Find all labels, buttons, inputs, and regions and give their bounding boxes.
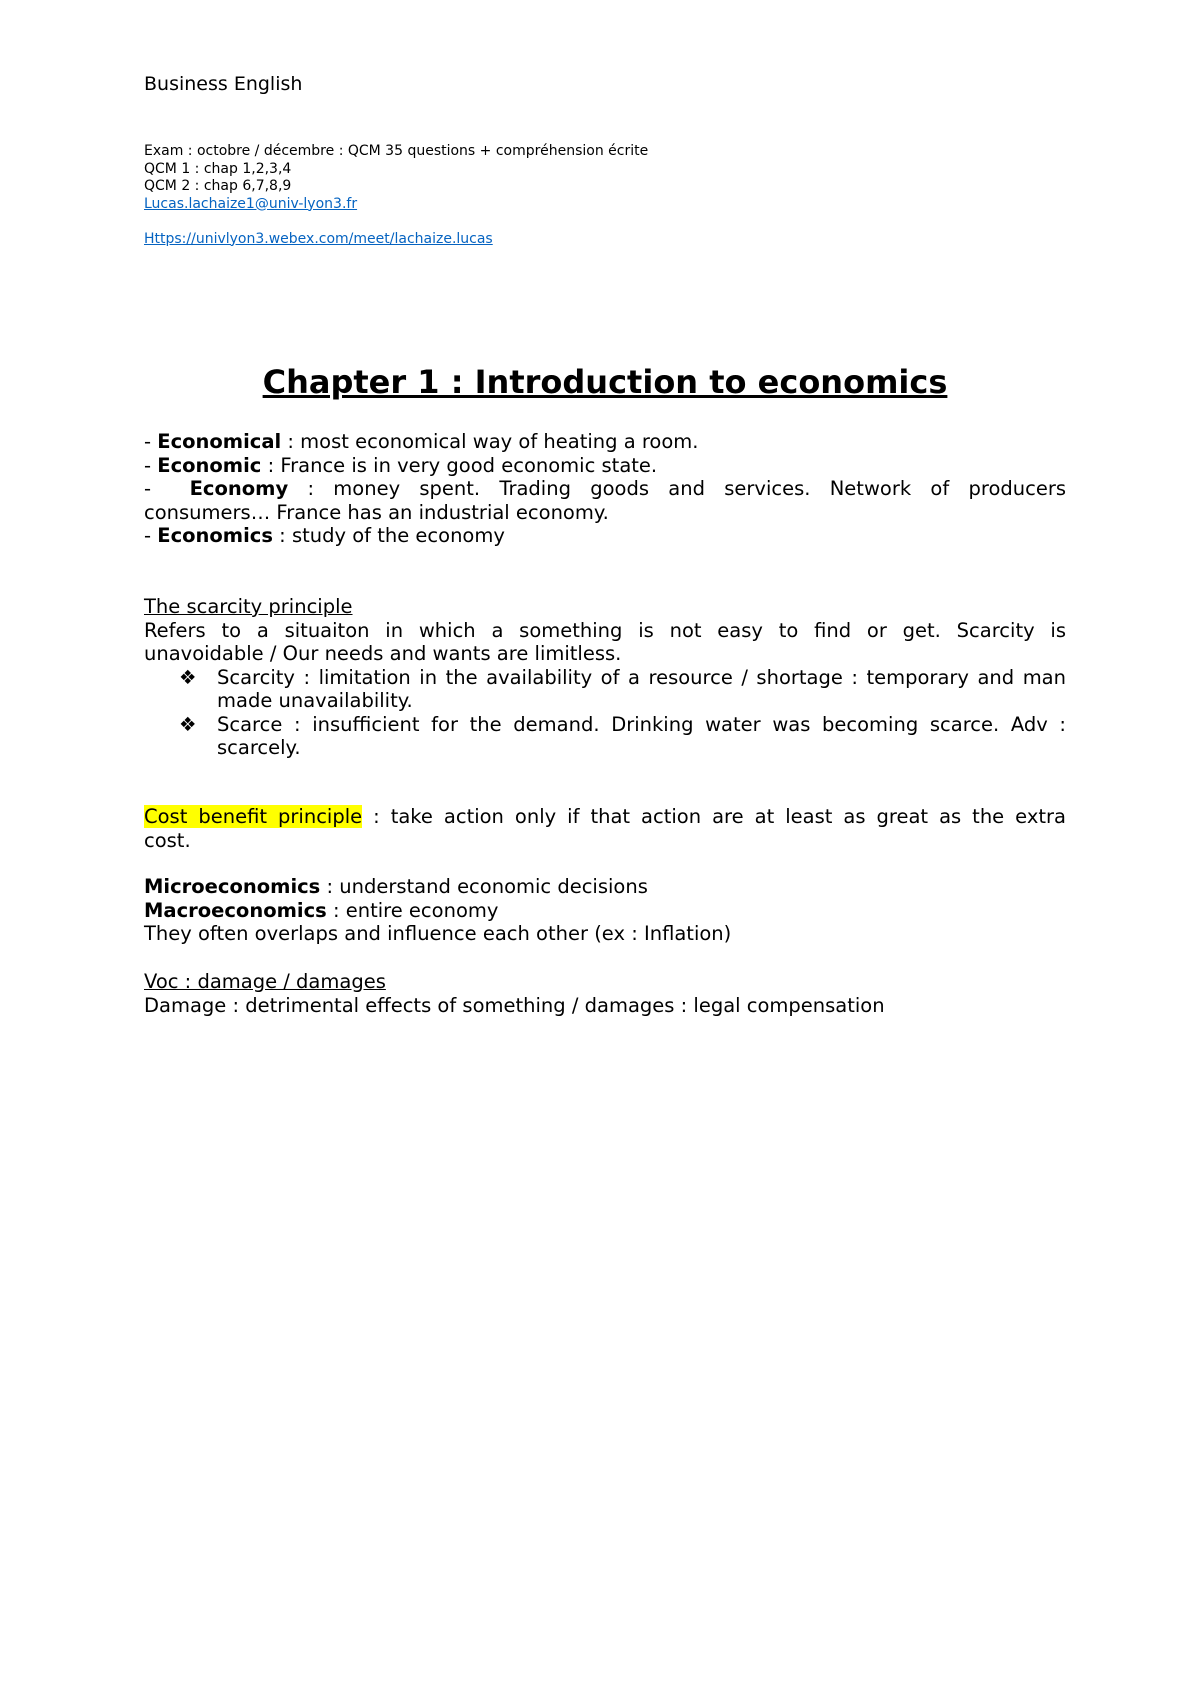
micro-macro-note: They often overlaps and influence each other (ex : Inflation): [144, 922, 732, 945]
definition-item: - Economic : France is in very good economic state.: [144, 453, 658, 477]
email-link[interactable]: Lucas.lachaize1@univ-lyon3.fr: [144, 195, 358, 212]
qcm2-line: QCM 2 : chap 6,7,8,9: [144, 178, 292, 194]
voc-text: Damage : detrimental effects of something / damages : legal compensation: [144, 993, 885, 1017]
definition-item: - Economy : money spent. Trading goods and services. Network of producers: [144, 477, 1067, 500]
list-item: ❖ Scarce : insufficient for the demand. Drinking water was becoming scarce. Adv : scarcely.: [179, 712, 1066, 759]
scarcity-line-1: Refers to a situaiton in which a something is not easy to find or get. Scarcity is: [144, 618, 1066, 642]
definition-item: - Economical : most economical way of heating a room.: [144, 430, 699, 453]
definitions-list: [144, 430, 1066, 548]
definition-continuation: consumers… France has an industrial economy.: [144, 500, 609, 524]
webex-link[interactable]: Https://univlyon3.webex.com/meet/lachaize.lucas: [144, 230, 493, 247]
diamond-bullet-icon: ❖: [179, 712, 197, 736]
cost-benefit-section: Cost benefit principle : take action only if that action are at least as great as the extra cost.: [144, 805, 1066, 852]
document-header-title: Business English: [144, 73, 303, 95]
voc-section: [144, 970, 1066, 1017]
voc-heading: Voc : damage / damages: [144, 970, 386, 993]
exam-line: Exam : octobre / décembre : QCM 35 questions + compréhension écrite: [144, 143, 649, 159]
list-item: ❖ Scarcity : limitation in the availability of a resource / shortage : temporary and man made unavailability.: [179, 665, 1066, 712]
definition-item: - Economics : study of the economy: [144, 524, 505, 547]
scarcity-heading: The scarcity principle: [144, 595, 353, 618]
micro-macro-section: Microeconomics : understand economic decisions Macroeconomics : entire economy They often overlaps and influence each other (ex : Inflation): [144, 875, 1066, 946]
exam-info-block: [144, 143, 648, 248]
macro-term: Macroeconomics: [144, 898, 327, 922]
definition-term: Economics: [157, 524, 273, 547]
micro-term: Microeconomics: [144, 875, 321, 898]
cost-benefit-term: Cost benefit principle: [144, 805, 363, 828]
scarcity-section: [144, 595, 1066, 760]
definition-term: Economy: [189, 477, 289, 500]
qcm1-line: QCM 1 : chap 1,2,3,4: [144, 160, 292, 177]
scarcity-bullets: [144, 666, 1066, 760]
diamond-bullet-icon: ❖: [179, 665, 197, 689]
definition-term: Economic: [157, 453, 262, 477]
scarcity-line-2: unavoidable / Our needs and wants are limitless.: [144, 642, 622, 665]
cost-benefit-line-2: cost.: [144, 828, 191, 852]
definition-term: Economical: [157, 430, 282, 453]
chapter-title: Chapter 1 : Introduction to economics: [262, 363, 948, 401]
